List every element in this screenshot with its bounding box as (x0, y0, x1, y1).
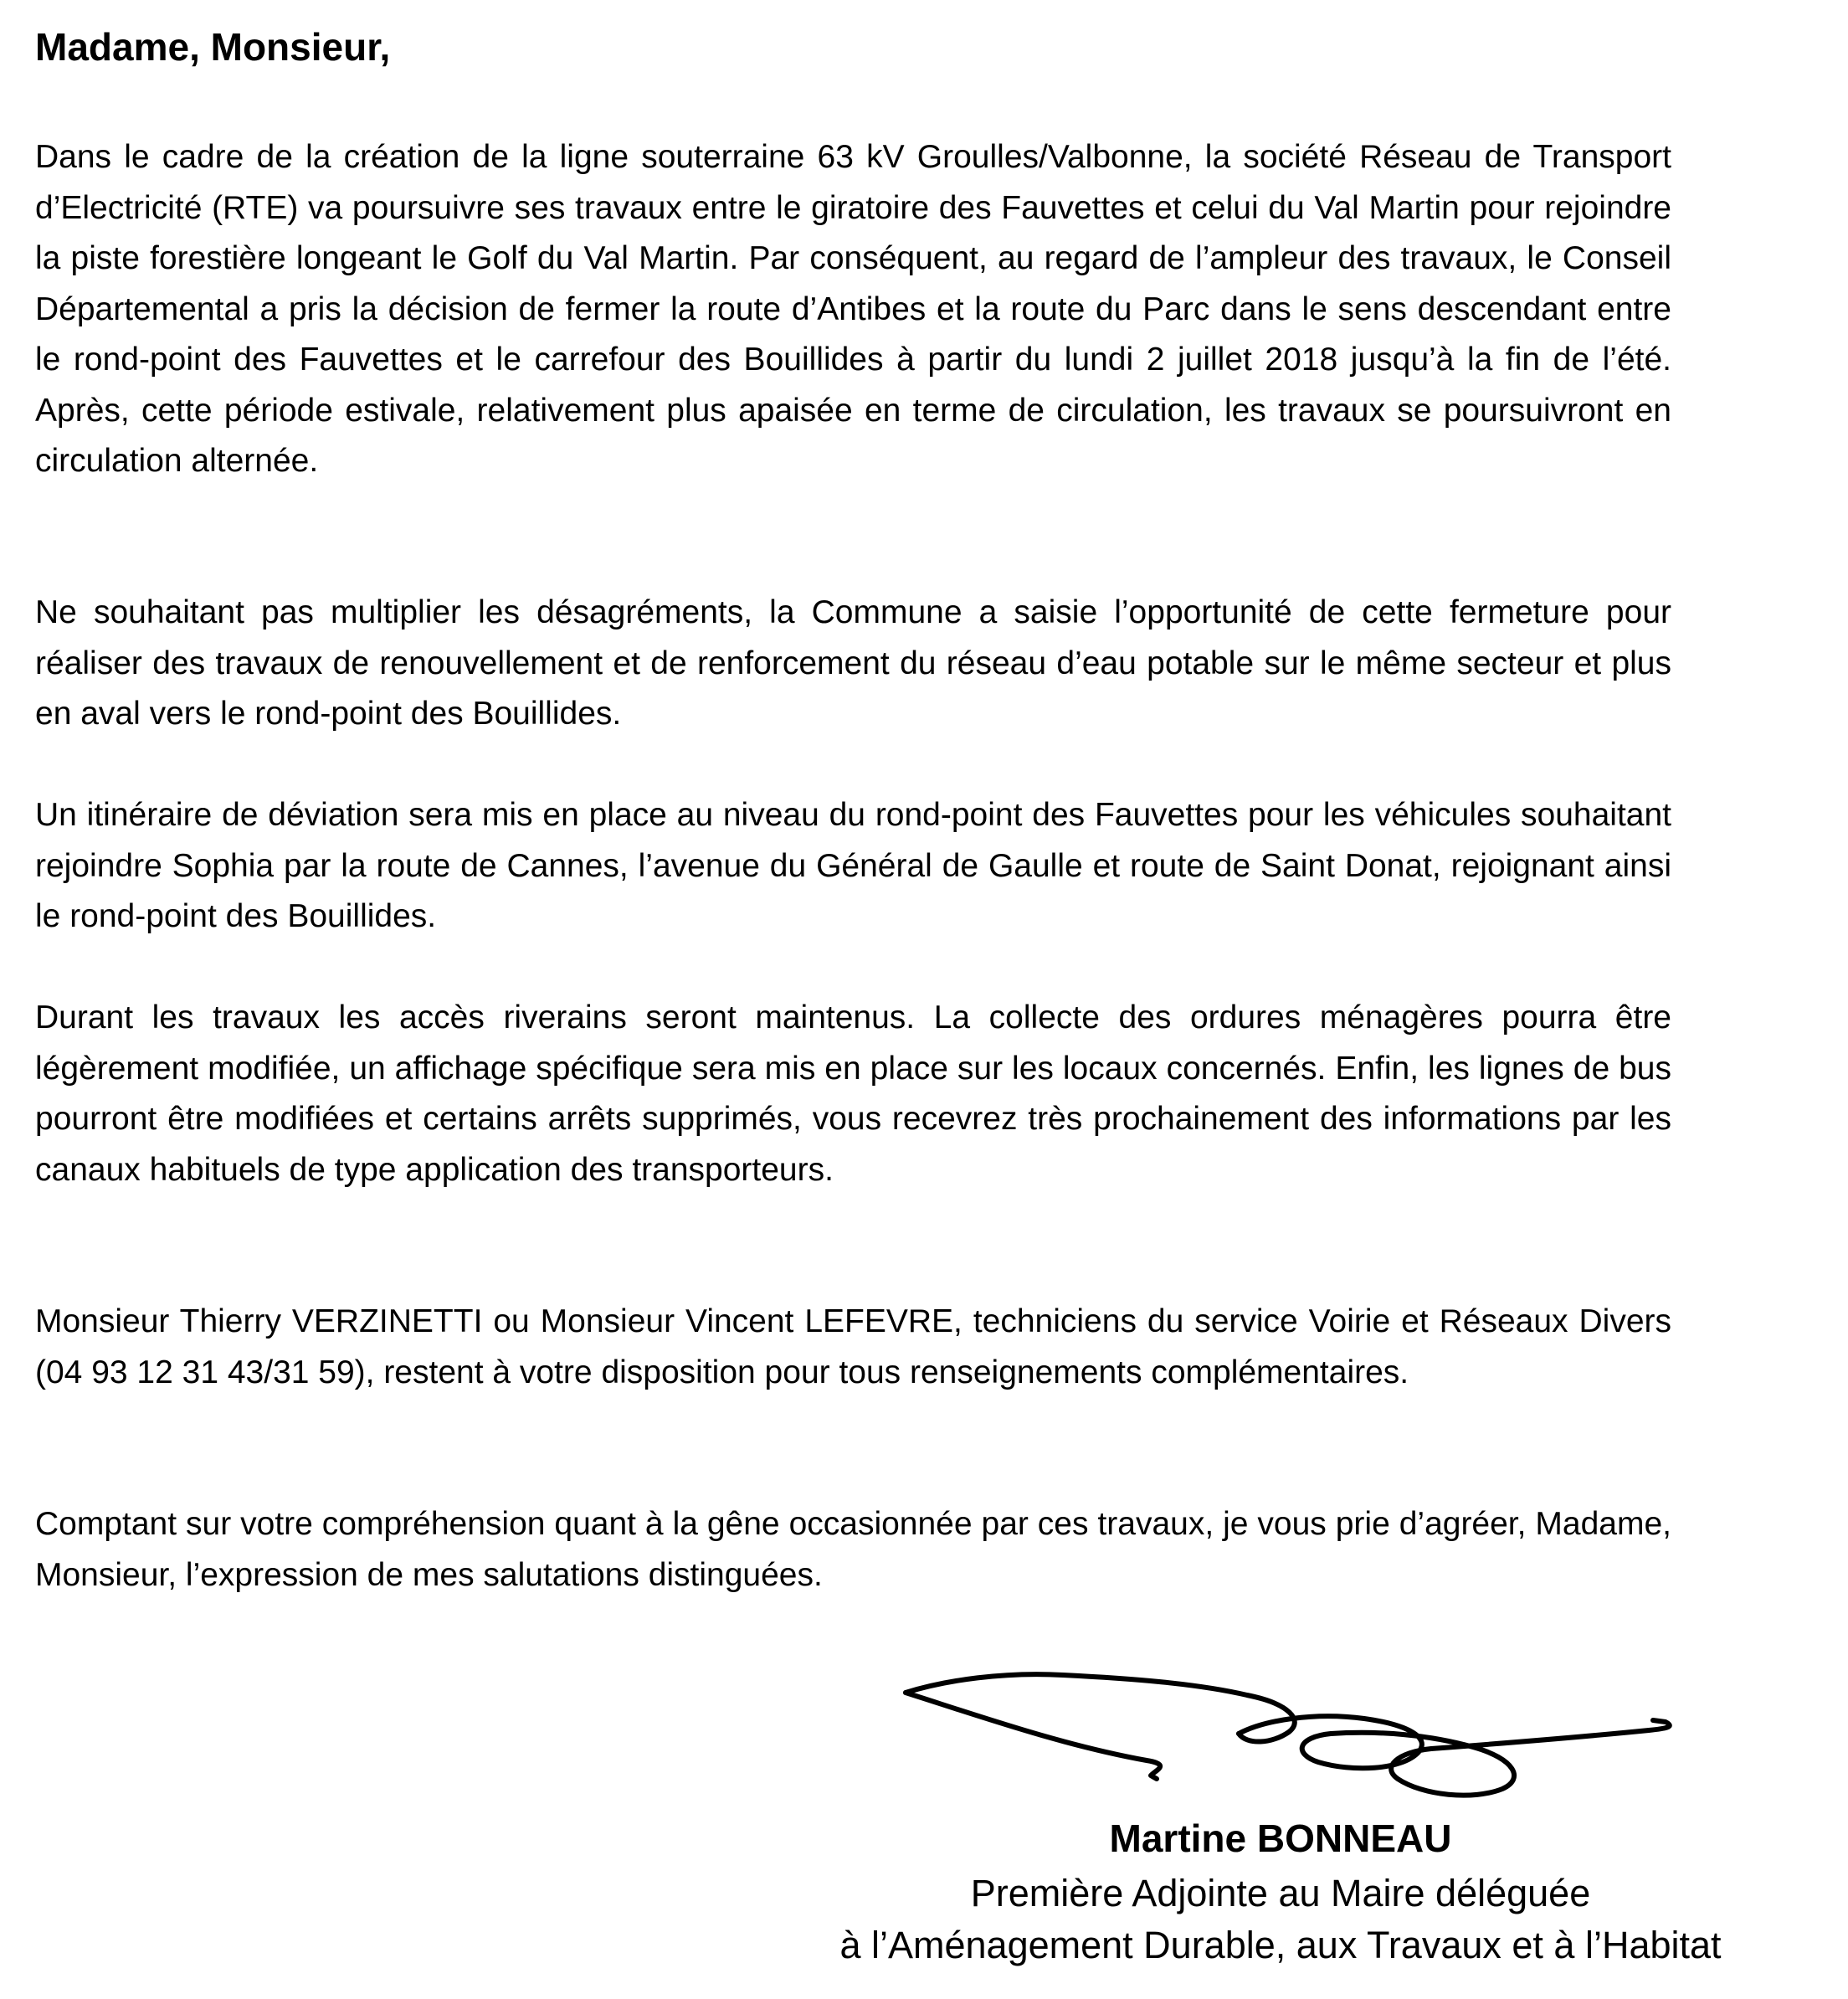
paragraph-closing: Comptant sur votre compréhension quant à la gêne occasionnée par ces travaux, je vous prie d’agréer, Madame, Monsieur, l’expression de mes salutations distinguées. (35, 1506, 1671, 1593)
signatory-title-line2: à l’Aménagement Durable, aux Travaux et à l’Habitat (839, 1924, 1722, 1966)
salutation: Madame, Monsieur, (35, 25, 391, 69)
paragraph-detour: Un itinéraire de déviation sera mis en place au niveau du rond-point des Fauvettes pour les véhicules souhaitant rejoindre Sophia par la route de Cannes, l’avenue du Général de Gaulle et route de Saint Donat, rejoignant ainsi le rond-point des Bouillides. (35, 797, 1671, 934)
signatory-name: Martine BONNEAU (1109, 1817, 1452, 1860)
paragraph-rte-works: Dans le cadre de la création de la ligne souterraine 63 kV Groulles/Valbonne, la société Réseau de Transport d’Electricité (RTE) va poursuivre ses travaux entre le giratoire des Fauvettes et celui du Val Martin pour rejoindre la piste forestière longeant le Golf du Val Martin. Par conséquent, au regard de l’ampleur des travaux, le Conseil Départemental a pris la décision de fermer la route d’Antibes et la route du Parc dans le sens descendant entre le rond-point des Fauvettes et le carrefour des Bouillides à partir du lundi 2 juillet 2018 jusqu’à la fin de l’été. Après, cette période estivale, relativement plus apaisée en terme de circulation, les travaux se poursuivront en circulation alternée. (35, 139, 1671, 479)
paragraph-water-network: Ne souhaitant pas multiplier les désagréments, la Commune a saisie l’opportunité de cette fermeture pour réaliser des travaux de renouvellement et de renforcement du réseau d’eau potable sur le même secteur et plus en aval vers le rond-point des Bouillides. (35, 594, 1671, 732)
signatory-title-line1: Première Adjointe au Maire déléguée (970, 1872, 1591, 1914)
handwritten-signature (896, 1653, 1699, 1804)
paragraph-contacts: Monsieur Thierry VERZINETTI ou Monsieur Vincent LEFEVRE, techniciens du service Voirie et Réseaux Divers (04 93 12 31 43/31 59), restent à votre disposition pour tous renseignements complémentaires. (35, 1303, 1671, 1390)
letter-body (35, 22, 1671, 1593)
paragraph-access-and-bus: Durant les travaux les accès riverains seront maintenus. La collecte des ordures ménagères pourra être légèrement modifiée, un affichage spécifique sera mis en place sur les locaux concernés. Enfin, les lignes de bus pourront être modifiées et certains arrêts supprimés, vous recevrez très prochainement des informations par les canaux habituels de type application des transporteurs. (35, 1000, 1671, 1188)
signature-block (737, 1812, 1825, 1971)
